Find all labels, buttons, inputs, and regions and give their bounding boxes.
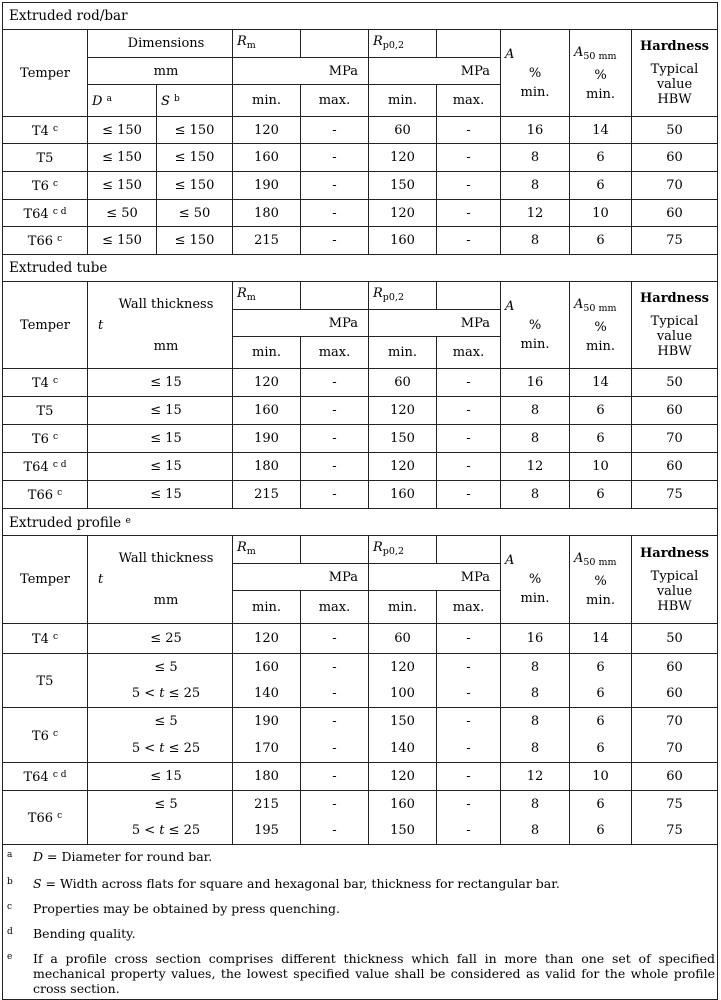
rp-max-cell: - [437, 227, 501, 255]
a50-cell: 6 [570, 681, 632, 708]
header-rp-blank [437, 536, 501, 564]
header-rm: $R_m$ [233, 536, 301, 564]
rm-min-cell: 120 [233, 117, 301, 144]
hbw-cell: 60 [632, 200, 718, 227]
header-rm-blank [301, 30, 369, 58]
rp-max-cell: - [437, 791, 501, 818]
header-rp-max: max. [437, 85, 501, 117]
table-row [3, 200, 718, 227]
header-rm-max: max. [301, 85, 369, 117]
a50-cell: 6 [570, 227, 632, 255]
hbw-cell: 60 [632, 654, 718, 681]
temper-cell: T5 [3, 397, 88, 425]
temper-cell: T5 [3, 144, 88, 172]
table-row [3, 654, 718, 681]
a50-cell: 6 [570, 397, 632, 425]
header-hardness: Hardness Typical value HBW [632, 282, 718, 369]
a-cell: 8 [501, 735, 570, 763]
footnote-a: a D = Diameter for round bar. [7, 849, 213, 864]
hbw-cell: 75 [632, 818, 718, 845]
header-rp: $R_{p0,2}$ [369, 282, 437, 310]
section-title-row [3, 255, 718, 282]
hbw-cell: 60 [632, 453, 718, 481]
a-cell: 8 [501, 172, 570, 200]
rp-min-cell: 60 [369, 369, 437, 397]
t-cell: ≤ 15 [88, 369, 233, 397]
header-rm-min: min. [233, 591, 301, 624]
s-cell: ≤ 150 [157, 117, 233, 144]
rm-max-cell: - [301, 425, 369, 453]
d-cell: ≤ 50 [88, 200, 157, 227]
rm-max-cell: - [301, 681, 369, 708]
a50-cell: 6 [570, 791, 632, 818]
section-title-rod: Extruded rod/bar [3, 3, 718, 30]
a50-cell: 6 [570, 735, 632, 763]
rp-max-cell: - [437, 681, 501, 708]
s-cell: ≤ 150 [157, 227, 233, 255]
rp-max-cell: - [437, 117, 501, 144]
a-cell: 8 [501, 818, 570, 845]
header-row-1 [3, 536, 718, 564]
t-cell: ≤ 25 [88, 624, 233, 654]
rp-max-cell: - [437, 624, 501, 654]
header-rp-min: min. [369, 591, 437, 624]
temper-cell: T6 $^c$ [3, 172, 88, 200]
rp-max-cell: - [437, 172, 501, 200]
table-row [3, 681, 718, 708]
header-rm-unit: MPa [233, 564, 369, 591]
temper-cell: T66 $^c$ [3, 481, 88, 509]
header-rm-blank [301, 282, 369, 310]
header-d: D $^a$ [88, 85, 157, 117]
temper-cell: T64 $^{c d}$ [3, 453, 88, 481]
header-rp-max: max. [437, 337, 501, 369]
rm-min-cell: 195 [233, 818, 301, 845]
header-rp-unit: MPa [369, 310, 501, 337]
header-elongation-a50: $A_{50 mm}$ % min. [570, 536, 632, 624]
footnotes [3, 845, 718, 1000]
section-title-row [3, 3, 718, 30]
a-cell: 8 [501, 227, 570, 255]
rm-max-cell: - [301, 144, 369, 172]
rp-min-cell: 150 [369, 708, 437, 735]
hbw-cell: 75 [632, 227, 718, 255]
a50-cell: 14 [570, 369, 632, 397]
t-cell: ≤ 5 [88, 791, 233, 818]
rm-min-cell: 160 [233, 654, 301, 681]
footnote-d: d Bending quality. [7, 926, 136, 941]
rm-max-cell: - [301, 791, 369, 818]
t-cell: 5 < t ≤ 25 [88, 681, 233, 708]
hbw-cell: 60 [632, 397, 718, 425]
temper-cell: T4 $^c$ [3, 117, 88, 144]
table-row [3, 481, 718, 509]
rp-min-cell: 120 [369, 144, 437, 172]
table-row [3, 791, 718, 818]
hbw-cell: 75 [632, 481, 718, 509]
hbw-cell: 70 [632, 172, 718, 200]
a50-cell: 10 [570, 763, 632, 791]
temper-cell: T4 $^c$ [3, 624, 88, 654]
rm-min-cell: 215 [233, 481, 301, 509]
a-cell: 16 [501, 624, 570, 654]
table-row [3, 624, 718, 654]
table-row [3, 708, 718, 735]
t-cell: ≤ 15 [88, 397, 233, 425]
d-cell: ≤ 150 [88, 144, 157, 172]
section-title-tube: Extruded tube [3, 255, 718, 282]
rp-max-cell: - [437, 481, 501, 509]
mechanical-properties-document [2, 2, 717, 1000]
rm-min-cell: 190 [233, 172, 301, 200]
header-elongation-a50: $A_{50 mm}$ % min. [570, 282, 632, 369]
rp-max-cell: - [437, 735, 501, 763]
rm-max-cell: - [301, 708, 369, 735]
header-elongation-a50: $A_{50 mm}$ % min. [570, 30, 632, 117]
rp-min-cell: 150 [369, 818, 437, 845]
rm-min-cell: 170 [233, 735, 301, 763]
a50-cell: 6 [570, 818, 632, 845]
header-rm-max: max. [301, 591, 369, 624]
hbw-cell: 50 [632, 624, 718, 654]
a-cell: 8 [501, 791, 570, 818]
rm-min-cell: 140 [233, 681, 301, 708]
temper-cell: T6 $^c$ [3, 425, 88, 453]
footnote-row [3, 845, 718, 1000]
header-rp: $R_{p0,2}$ [369, 30, 437, 58]
rp-max-cell: - [437, 425, 501, 453]
rp-min-cell: 140 [369, 735, 437, 763]
rp-max-cell: - [437, 369, 501, 397]
hbw-cell: 60 [632, 144, 718, 172]
rm-max-cell: - [301, 200, 369, 227]
table-row [3, 172, 718, 200]
rm-min-cell: 160 [233, 397, 301, 425]
header-wall-thickness: Wall thickness t mm [88, 282, 233, 369]
a50-cell: 6 [570, 172, 632, 200]
header-rm: $R_m$ [233, 30, 301, 58]
a50-cell: 14 [570, 117, 632, 144]
rp-max-cell: - [437, 453, 501, 481]
rm-min-cell: 180 [233, 763, 301, 791]
t-cell: ≤ 15 [88, 425, 233, 453]
a50-cell: 10 [570, 453, 632, 481]
a-cell: 8 [501, 425, 570, 453]
hbw-cell: 70 [632, 735, 718, 763]
a-cell: 12 [501, 453, 570, 481]
header-elongation-a: A % min. [501, 282, 570, 369]
header-hardness: Hardness Typical value HBW [632, 30, 718, 117]
d-cell: ≤ 150 [88, 172, 157, 200]
t-cell: 5 < t ≤ 25 [88, 818, 233, 845]
header-temper: Temper [3, 536, 88, 624]
rm-max-cell: - [301, 624, 369, 654]
a-cell: 8 [501, 144, 570, 172]
rm-max-cell: - [301, 453, 369, 481]
rm-min-cell: 180 [233, 200, 301, 227]
a50-cell: 6 [570, 654, 632, 681]
header-rm: $R_m$ [233, 282, 301, 310]
rm-max-cell: - [301, 172, 369, 200]
rp-min-cell: 150 [369, 425, 437, 453]
table-row [3, 227, 718, 255]
a50-cell: 6 [570, 708, 632, 735]
header-rm-min: min. [233, 85, 301, 117]
temper-cell: T4 $^c$ [3, 369, 88, 397]
rp-max-cell: - [437, 763, 501, 791]
hbw-cell: 60 [632, 763, 718, 791]
temper-cell: T66 $^c$ [3, 227, 88, 255]
header-dim-unit: mm [88, 58, 233, 85]
table-row [3, 818, 718, 845]
table-row [3, 763, 718, 791]
header-rp-unit: MPa [369, 564, 501, 591]
t-cell: ≤ 15 [88, 481, 233, 509]
a-cell: 8 [501, 681, 570, 708]
rm-max-cell: - [301, 481, 369, 509]
rp-max-cell: - [437, 397, 501, 425]
rm-max-cell: - [301, 735, 369, 763]
rp-min-cell: 60 [369, 117, 437, 144]
header-elongation-a: A % min. [501, 30, 570, 117]
temper-cell: T64 $^{c d}$ [3, 200, 88, 227]
rp-min-cell: 120 [369, 397, 437, 425]
t-cell: ≤ 15 [88, 453, 233, 481]
header-rm-max: max. [301, 337, 369, 369]
temper-cell: T64 $^{c d}$ [3, 763, 88, 791]
s-cell: ≤ 150 [157, 172, 233, 200]
table-row [3, 453, 718, 481]
rp-min-cell: 160 [369, 481, 437, 509]
temper-cell: T66 $^c$ [3, 791, 88, 845]
s-cell: ≤ 50 [157, 200, 233, 227]
header-hardness: Hardness Typical value HBW [632, 536, 718, 624]
a-cell: 12 [501, 763, 570, 791]
header-rp-min: min. [369, 85, 437, 117]
a50-cell: 6 [570, 425, 632, 453]
hbw-cell: 60 [632, 681, 718, 708]
header-rp-unit: MPa [369, 58, 501, 85]
footnote-c: c Properties may be obtained by press quenching. [7, 901, 341, 916]
rm-min-cell: 120 [233, 369, 301, 397]
header-rp-blank [437, 282, 501, 310]
a50-cell: 6 [570, 144, 632, 172]
a-cell: 12 [501, 200, 570, 227]
hbw-cell: 70 [632, 425, 718, 453]
rp-min-cell: 60 [369, 624, 437, 654]
t-cell: ≤ 15 [88, 763, 233, 791]
header-rm-min: min. [233, 337, 301, 369]
a-cell: 16 [501, 117, 570, 144]
a-cell: 8 [501, 654, 570, 681]
rp-max-cell: - [437, 708, 501, 735]
table-row [3, 425, 718, 453]
header-elongation-a: A % min. [501, 536, 570, 624]
rm-min-cell: 120 [233, 624, 301, 654]
header-rm-unit: MPa [233, 58, 369, 85]
rm-max-cell: - [301, 763, 369, 791]
hbw-cell: 75 [632, 791, 718, 818]
header-row-1 [3, 30, 718, 58]
header-rp-min: min. [369, 337, 437, 369]
rm-min-cell: 215 [233, 227, 301, 255]
a50-cell: 14 [570, 624, 632, 654]
rm-max-cell: - [301, 397, 369, 425]
a50-cell: 10 [570, 200, 632, 227]
rm-max-cell: - [301, 227, 369, 255]
header-dimensions: Dimensions [88, 30, 233, 58]
rp-max-cell: - [437, 818, 501, 845]
header-temper: Temper [3, 30, 88, 117]
temper-cell: T6 $^c$ [3, 708, 88, 763]
footnote-b: b S = Width across flats for square and hexagonal bar, thickness for rectangular bar. [7, 876, 560, 891]
t-cell: ≤ 5 [88, 708, 233, 735]
rp-min-cell: 150 [369, 172, 437, 200]
rm-max-cell: - [301, 654, 369, 681]
a-cell: 8 [501, 708, 570, 735]
header-rp: $R_{p0,2}$ [369, 536, 437, 564]
a50-cell: 6 [570, 481, 632, 509]
rm-min-cell: 215 [233, 791, 301, 818]
table-row [3, 369, 718, 397]
rp-min-cell: 120 [369, 763, 437, 791]
rm-min-cell: 180 [233, 453, 301, 481]
table-row [3, 735, 718, 763]
section-title-row [3, 509, 718, 536]
a-cell: 8 [501, 481, 570, 509]
d-cell: ≤ 150 [88, 117, 157, 144]
rp-max-cell: - [437, 144, 501, 172]
rm-max-cell: - [301, 369, 369, 397]
header-rm-unit: MPa [233, 310, 369, 337]
rp-max-cell: - [437, 654, 501, 681]
rp-min-cell: 100 [369, 681, 437, 708]
header-row-1 [3, 282, 718, 310]
header-wall-thickness: Wall thickness t mm [88, 536, 233, 624]
rp-min-cell: 120 [369, 654, 437, 681]
rm-min-cell: 160 [233, 144, 301, 172]
a-cell: 8 [501, 397, 570, 425]
rp-min-cell: 160 [369, 791, 437, 818]
footnote-e: e If a profile cross section comprises different thickness which fall in more than one set of specified mechanical property values, the lowest specified value shall be considered as valid for the whole profile cross section. [7, 951, 715, 996]
header-rp-blank [437, 30, 501, 58]
rm-min-cell: 190 [233, 708, 301, 735]
rp-min-cell: 160 [369, 227, 437, 255]
table-row [3, 144, 718, 172]
s-cell: ≤ 150 [157, 144, 233, 172]
t-cell: 5 < t ≤ 25 [88, 735, 233, 763]
t-cell: ≤ 5 [88, 654, 233, 681]
rm-min-cell: 190 [233, 425, 301, 453]
rm-max-cell: - [301, 117, 369, 144]
d-cell: ≤ 150 [88, 227, 157, 255]
mechanical-properties-table [2, 2, 718, 1000]
rm-max-cell: - [301, 818, 369, 845]
header-temper: Temper [3, 282, 88, 369]
hbw-cell: 50 [632, 369, 718, 397]
table-row [3, 117, 718, 144]
hbw-cell: 50 [632, 117, 718, 144]
section-title-profile: Extruded profile $^e$ [3, 509, 718, 536]
header-rm-blank [301, 536, 369, 564]
rp-min-cell: 120 [369, 453, 437, 481]
header-s: S $^b$ [157, 85, 233, 117]
a-cell: 16 [501, 369, 570, 397]
rp-min-cell: 120 [369, 200, 437, 227]
temper-cell: T5 [3, 654, 88, 708]
table-row [3, 397, 718, 425]
rp-max-cell: - [437, 200, 501, 227]
hbw-cell: 70 [632, 708, 718, 735]
header-rp-max: max. [437, 591, 501, 624]
